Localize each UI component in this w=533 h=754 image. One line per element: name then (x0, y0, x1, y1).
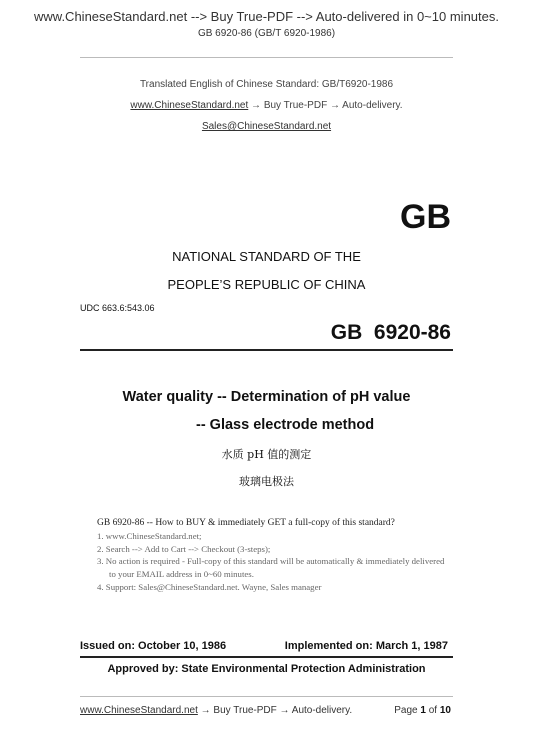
translation-email (0, 121, 533, 132)
purchase-step: 3. No action is required - Full-copy of this standard will be automatically & immediately delivered to your EMAIL address in 0~60 minutes. (97, 556, 445, 580)
translation-links-rest: → Buy True-PDF → Auto-delivery. (248, 100, 403, 111)
english-title-line-2: -- Glass electrode method (196, 417, 375, 433)
page-of: of (425, 705, 440, 716)
footer-links (80, 705, 352, 716)
approved-by: Approved by: State Environmental Protection Administration (107, 663, 426, 675)
national-standard-line-1: NATIONAL STANDARD OF THE (172, 249, 361, 264)
header-line-2: GB 6920-86 (GB/T 6920-1986) (197, 28, 336, 39)
page-number (394, 705, 451, 716)
website-link[interactable]: www.ChineseStandard.net (130, 100, 249, 111)
footer-divider (80, 696, 453, 697)
purchase-step: 2. Search --> Add to Cart --> Checkout (3-steps); (97, 543, 271, 554)
purchase-step: 4. Support: Sales@ChineseStandard.net. Wayne, Sales manager (97, 581, 322, 592)
chinese-title-line-1: 水质 pH 值的测定 (221, 448, 312, 461)
purchase-steps (97, 530, 447, 594)
footer-website-link[interactable]: www.ChineseStandard.net (80, 705, 198, 716)
page-total: 10 (439, 705, 451, 716)
footer-links-rest: → Buy True-PDF → Auto-delivery. (197, 705, 353, 716)
header-divider (80, 57, 453, 58)
translation-note: Translated English of Chinese Standard: GB/T6920-1986 (139, 79, 394, 90)
udc-number: UDC 663.6:543.06 (80, 303, 155, 313)
email-link[interactable]: Sales@ChineseStandard.net (201, 121, 332, 132)
gb-mark: GB (400, 198, 451, 236)
page-prefix: Page (394, 705, 421, 716)
purchase-question: GB 6920-86 -- How to BUY & immediately GET a full-copy of this standard? (97, 518, 395, 528)
national-standard-line-2: PEOPLE’S REPUBLIC OF CHINA (167, 277, 366, 292)
dates-divider (80, 656, 453, 658)
translation-links (0, 100, 533, 111)
chinese-title-line-2: 玻璃电极法 (239, 475, 294, 488)
english-title-line-1: Water quality -- Determination of pH value (122, 389, 411, 405)
page-current: 1 (420, 705, 426, 716)
standard-code: GB 6920-86 (330, 321, 451, 344)
title-divider (80, 349, 453, 351)
header-line-1: www.ChineseStandard.net --> Buy True-PDF --> Auto-delivered in 0~10 minutes. (34, 9, 499, 24)
implemented-date: Implemented on: March 1, 1987 (284, 640, 448, 652)
issued-date: Issued on: October 10, 1986 (80, 640, 227, 652)
purchase-instructions (97, 518, 447, 594)
purchase-step: 1. www.ChineseStandard.net; (97, 531, 202, 541)
